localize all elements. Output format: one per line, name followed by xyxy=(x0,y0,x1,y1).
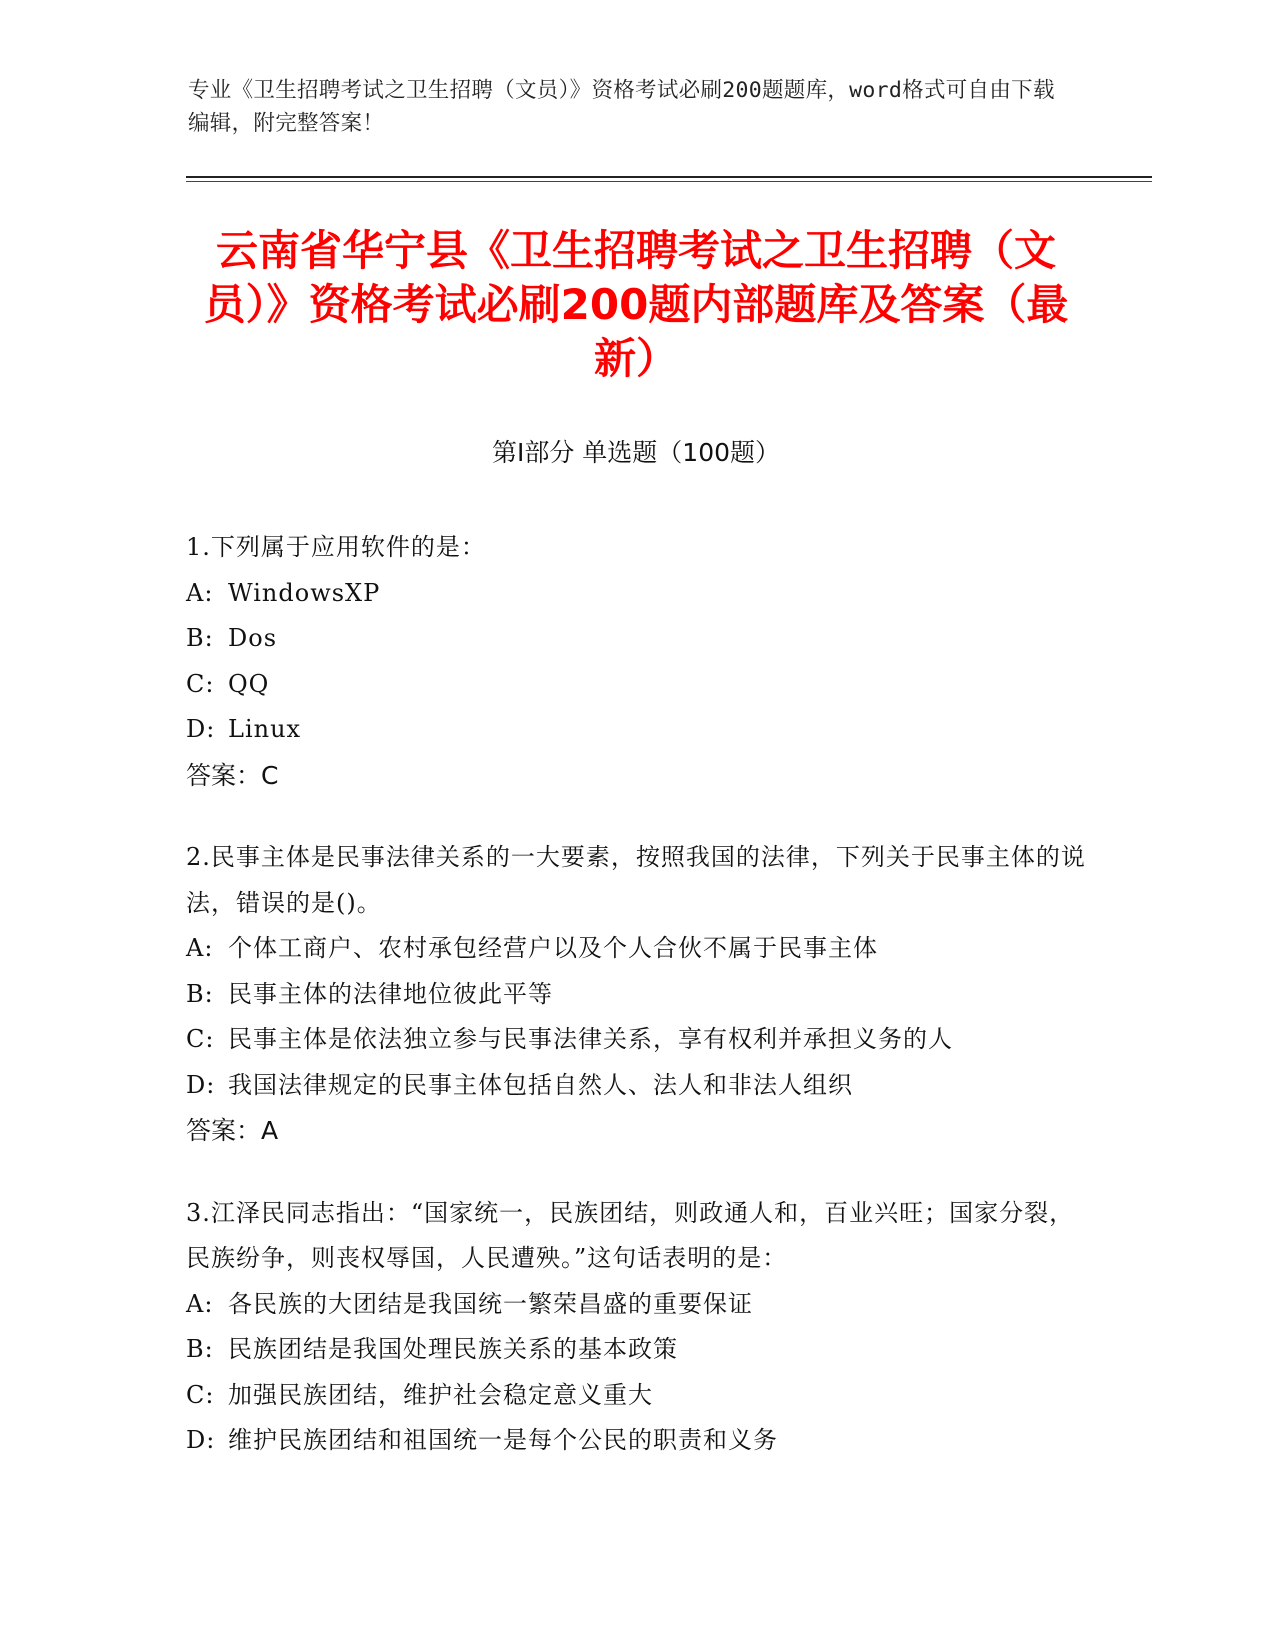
option-text: Dos xyxy=(228,624,278,652)
option-b xyxy=(186,1327,1086,1373)
question-1 xyxy=(186,525,1086,798)
option-a xyxy=(186,926,1086,972)
option-c xyxy=(186,1373,1086,1419)
document-title: 云南省华宁县《卫生招聘考试之卫生招聘（文员）》资格考试必刷200题内部题库及答案（最新） xyxy=(203,226,1069,383)
option-text: 各民族的大团结是我国统一繁荣昌盛的重要保证 xyxy=(228,1289,753,1318)
option-letter: C: xyxy=(186,1025,215,1053)
option-d xyxy=(186,1063,1086,1109)
option-d xyxy=(186,1418,1086,1464)
question-3 xyxy=(186,1191,1086,1464)
option-text: 个体工商户、农村承包经营户以及个人合伙不属于民事主体 xyxy=(228,934,878,962)
question-2 xyxy=(186,835,1086,1154)
header-divider-thick xyxy=(186,176,1152,178)
option-text: WindowsXP xyxy=(228,578,381,607)
option-text: 我国法律规定的民事主体包括自然人、法人和非法人组织 xyxy=(228,1070,853,1099)
option-b xyxy=(186,616,1086,662)
option-letter: B: xyxy=(186,624,214,652)
option-text: QQ xyxy=(228,669,270,698)
option-letter: A: xyxy=(186,1289,214,1318)
question-stem: 1.下列属于应用软件的是： xyxy=(186,533,486,561)
header-divider-thin xyxy=(186,181,1152,182)
header-note: 专业《卫生招聘考试之卫生招聘（文员）》资格考试必刷200题题库，word格式可自由下载编辑，附完整答案！ xyxy=(188,78,1055,136)
option-a xyxy=(186,1282,1086,1328)
option-text: 民族团结是我国处理民族关系的基本政策 xyxy=(228,1335,678,1363)
question-stem: 3.江泽民同志指出：“国家统一，民族团结，则政通人和，百业兴旺；国家分裂，民族纷争，则丧权辱国，人民遭殃。”这句话表明的是： xyxy=(186,1198,1075,1272)
answer-line: 答案：C xyxy=(186,760,279,790)
option-text: 加强民族团结，维护社会稳定意义重大 xyxy=(228,1380,653,1409)
option-letter: C: xyxy=(186,1380,215,1409)
option-letter: A: xyxy=(186,934,214,962)
option-letter: B: xyxy=(186,1335,214,1363)
option-c xyxy=(186,662,1086,708)
option-letter: B: xyxy=(186,979,214,1008)
option-text: 民事主体是依法独立参与民事法律关系，享有权利并承担义务的人 xyxy=(228,1025,953,1053)
question-stem: 2.民事主体是民事法律关系的一大要素，按照我国的法律，下列关于民事主体的说法，错误的是()。 xyxy=(186,843,1086,917)
option-text: Linux xyxy=(228,715,302,743)
option-a xyxy=(186,571,1086,617)
option-b xyxy=(186,972,1086,1018)
option-letter: D: xyxy=(186,715,216,743)
option-letter: D: xyxy=(186,1426,216,1454)
question-list xyxy=(186,525,1086,1501)
option-text: 维护民族团结和祖国统一是每个公民的职责和义务 xyxy=(228,1426,778,1454)
option-d xyxy=(186,707,1086,753)
section-title: 第Ⅰ部分 单选题（100题） xyxy=(491,438,781,467)
option-letter: D: xyxy=(186,1070,216,1099)
answer-line: 答案：A xyxy=(186,1116,279,1145)
option-text: 民事主体的法律地位彼此平等 xyxy=(228,979,553,1008)
option-letter: C: xyxy=(186,669,215,698)
option-c xyxy=(186,1017,1086,1063)
option-letter: A: xyxy=(186,578,214,607)
